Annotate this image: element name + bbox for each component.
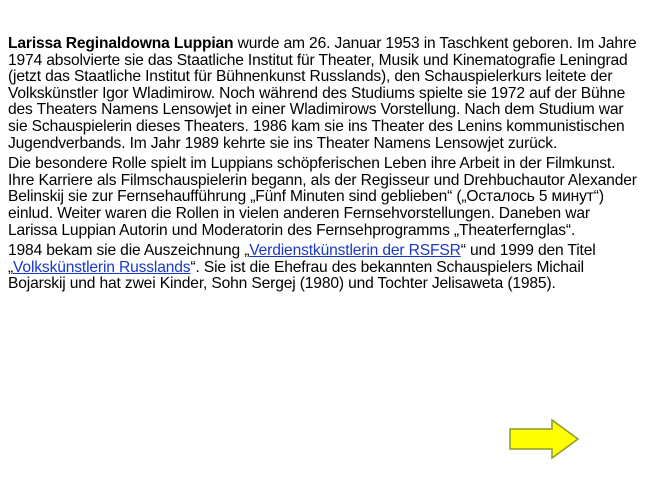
person-name: Larissa Reginaldowna Luppian (8, 35, 234, 52)
biography-text (8, 36, 640, 293)
paragraph-intro (8, 36, 640, 152)
paragraph-awards (8, 243, 640, 293)
right-arrow-icon (508, 418, 580, 460)
next-slide-button[interactable] (508, 418, 580, 460)
awards-text-b: “ und 1999 den Titel „ (8, 242, 596, 276)
awards-text-c: “. Sie ist die Ehefrau des bekannten Schauspielers Michail Bojarskij und hat zwei Kinder, Sohn Sergej (1980) und Tochter Jelisaweta (1985). (8, 258, 584, 293)
paragraph-film-career: Die besondere Rolle spielt im Luppians schöpferischen Leben ihre Arbeit in der Filmkunst. Ihre Karriere als Filmschauspielerin begann, als der Regisseur und Drehbuchautor Alexander Belinskij sie zur Fernsehaufführung „Fünf Minuten sind geblieben“ („Осталось 5 минут“) einlud. Weiter waren die Rollen in vielen anderen Fernsehvorstellungen. Daneben war Larissa Luppian Autorin und Moderatorin des Fernsehprogramms „Theaterfernglas“. (8, 155, 637, 239)
awards-text-a: 1984 bekam sie die Auszeichnung „ (8, 242, 250, 260)
paragraph-intro-text: wurde am 26. Januar 1953 in Taschkent geboren. Im Jahre 1974 absolvierte sie das Staatliche Institut für Theater, Musik und Kinematografie Leningrad (jetzt das Staatliche Institut für Bühnenkunst Russlands), den Schauspielerkurs leitete der Volkskünstler Igor Wladimirow. Noch während des Studiums spielte sie 1972 auf der Bühne des Theaters Namens Lensowjet in einer Wladimirows Vorstellung. Nach dem Studium war sie Schauspielerin dieses Theaters. 1986 kam sie ins Theater des Lenins kommunistischen Jugendverbands. Im Jahr 1989 kehrte sie ins Theater Namens Lensowjet zurück. (8, 35, 637, 152)
link-volkskuenstlerin[interactable]: Volkskünstlerin Russlands (13, 258, 191, 276)
link-verdienstkuenstlerin[interactable]: Verdienstkünstlerin der RSFSR (249, 242, 461, 260)
